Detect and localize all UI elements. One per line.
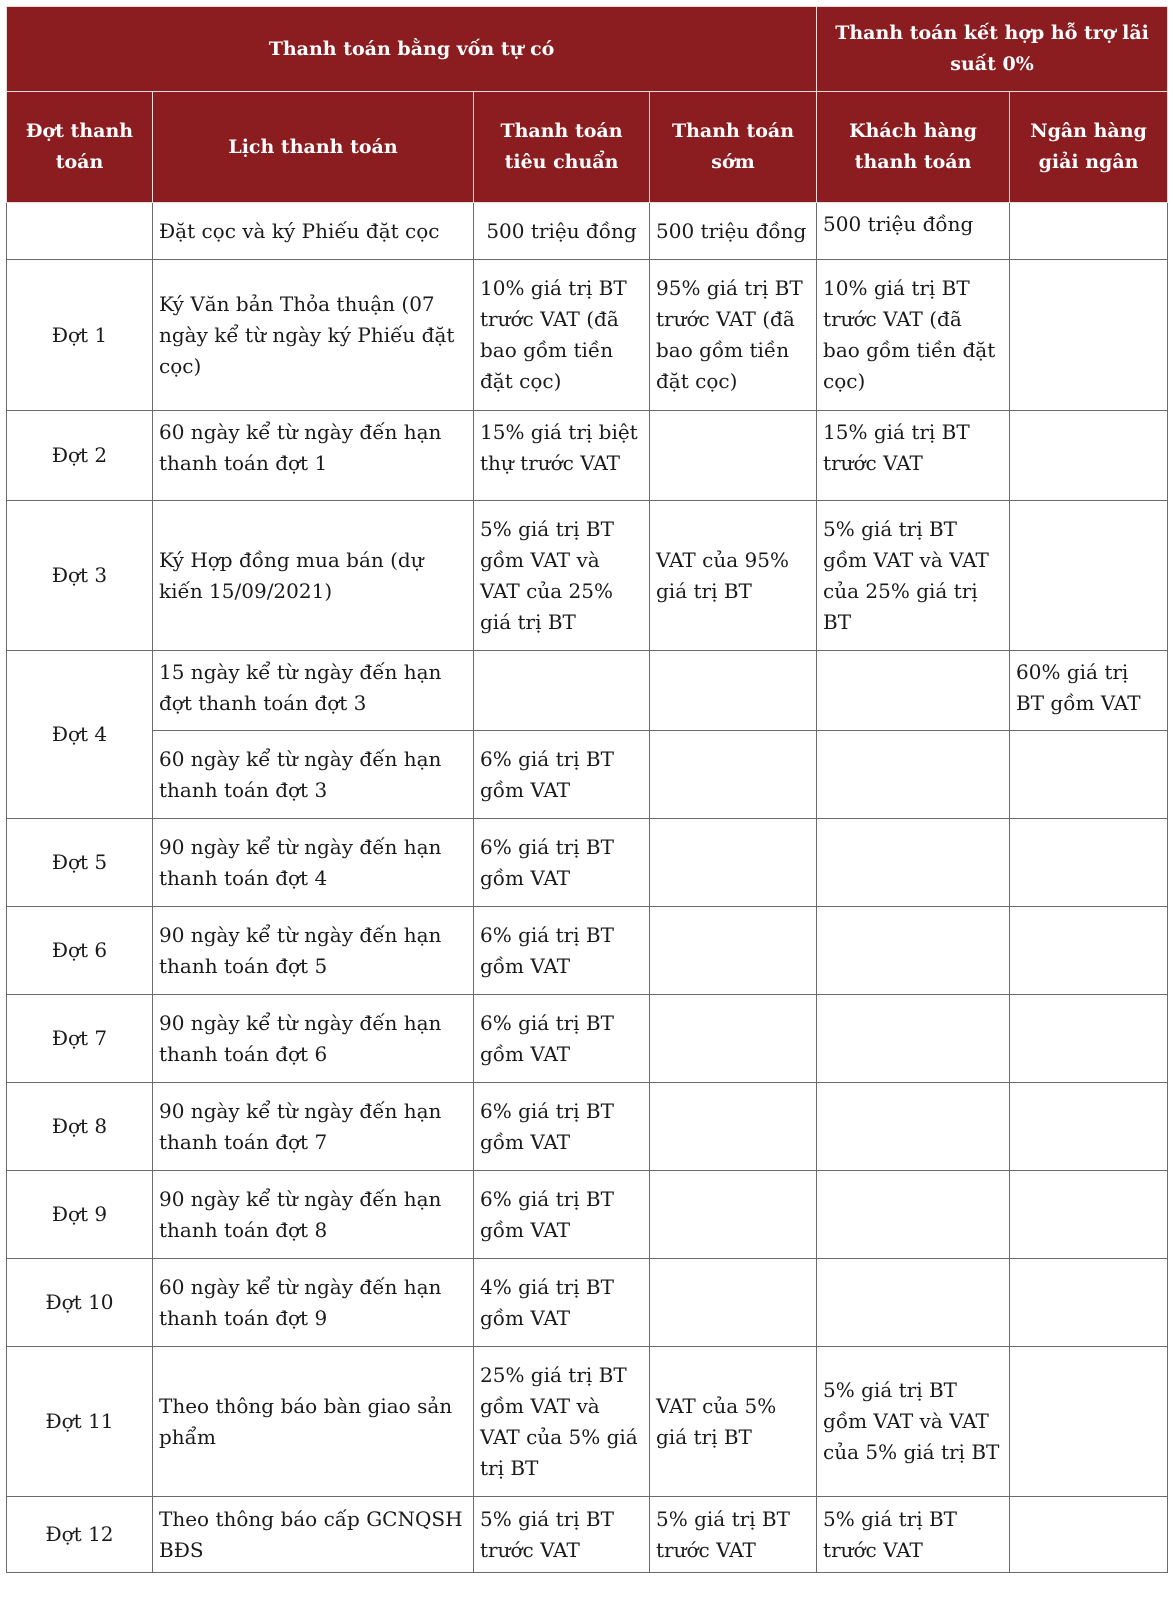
header-bank: Ngân hàng giải ngân <box>1010 92 1168 203</box>
header-schedule: Lịch thanh toán <box>153 92 474 203</box>
cell-period: Đợt 6 <box>7 907 153 995</box>
cell-standard: 6% giá trị BT gồm VAT <box>474 1083 650 1171</box>
cell-period: Đợt 3 <box>7 501 153 651</box>
cell-customer <box>817 1259 1010 1347</box>
cell-period: Đợt 4 <box>7 651 153 819</box>
cell-early: 5% giá trị BT trước VAT <box>650 1497 817 1573</box>
table-row <box>7 1171 1168 1259</box>
cell-early <box>650 651 817 731</box>
cell-standard: 6% giá trị BT gồm VAT <box>474 731 650 819</box>
cell-schedule: Ký Hợp đồng mua bán (dự kiến 15/09/2021) <box>153 501 474 651</box>
cell-period: Đợt 11 <box>7 1347 153 1497</box>
cell-early: VAT của 95% giá trị BT <box>650 501 817 651</box>
header-standard: Thanh toán tiêu chuẩn <box>474 92 650 203</box>
payment-schedule-table <box>6 6 1168 1573</box>
cell-customer <box>817 651 1010 731</box>
cell-standard: 10% giá trị BT trước VAT (đã bao gồm tiền đặt cọc) <box>474 260 650 411</box>
cell-standard: 15% giá trị biệt thự trước VAT <box>474 411 650 501</box>
cell-period: Đợt 10 <box>7 1259 153 1347</box>
cell-bank <box>1010 1259 1168 1347</box>
cell-schedule: Theo thông báo cấp GCNQSH BĐS <box>153 1497 474 1573</box>
cell-customer: 15% giá trị BT trước VAT <box>817 411 1010 501</box>
cell-schedule: Đặt cọc và ký Phiếu đặt cọc <box>153 203 474 260</box>
cell-customer: 5% giá trị BT trước VAT <box>817 1497 1010 1573</box>
cell-bank <box>1010 1347 1168 1497</box>
cell-bank <box>1010 1083 1168 1171</box>
cell-bank <box>1010 995 1168 1083</box>
cell-schedule: 90 ngày kể từ ngày đến hạn thanh toán đợt 4 <box>153 819 474 907</box>
payment-schedule <box>6 6 1167 1573</box>
table-row <box>7 819 1168 907</box>
cell-bank <box>1010 501 1168 651</box>
cell-bank: 60% giá trị BT gồm VAT <box>1010 651 1168 731</box>
cell-standard: 5% giá trị BT trước VAT <box>474 1497 650 1573</box>
table-row <box>7 1259 1168 1347</box>
cell-customer <box>817 1083 1010 1171</box>
cell-bank <box>1010 731 1168 819</box>
cell-period: Đợt 2 <box>7 411 153 501</box>
header-combined-support: Thanh toán kết hợp hỗ trợ lãi suất 0% <box>817 7 1168 92</box>
cell-schedule: 90 ngày kể từ ngày đến hạn thanh toán đợt 8 <box>153 1171 474 1259</box>
cell-standard: 4% giá trị BT gồm VAT <box>474 1259 650 1347</box>
cell-standard: 6% giá trị BT gồm VAT <box>474 1171 650 1259</box>
cell-customer <box>817 819 1010 907</box>
cell-standard: 6% giá trị BT gồm VAT <box>474 995 650 1083</box>
cell-standard <box>474 651 650 731</box>
table-row <box>7 1083 1168 1171</box>
cell-standard: 25% giá trị BT gồm VAT và VAT của 5% giá trị BT <box>474 1347 650 1497</box>
cell-period: Đợt 5 <box>7 819 153 907</box>
cell-customer: 500 triệu đồng <box>817 203 1010 260</box>
cell-standard: 5% giá trị BT gồm VAT và VAT của 25% giá trị BT <box>474 501 650 651</box>
table-row <box>7 731 1168 819</box>
cell-bank <box>1010 260 1168 411</box>
cell-period: Đợt 8 <box>7 1083 153 1171</box>
cell-period: Đợt 12 <box>7 1497 153 1573</box>
cell-early <box>650 1083 817 1171</box>
cell-standard: 6% giá trị BT gồm VAT <box>474 907 650 995</box>
cell-period: Đợt 9 <box>7 1171 153 1259</box>
table-row <box>7 501 1168 651</box>
cell-schedule: 60 ngày kể từ ngày đến hạn thanh toán đợt 1 <box>153 411 474 501</box>
table-row <box>7 203 1168 260</box>
cell-early <box>650 411 817 501</box>
cell-customer: 5% giá trị BT gồm VAT và VAT của 25% giá trị BT <box>817 501 1010 651</box>
header-customer: Khách hàng thanh toán <box>817 92 1010 203</box>
header-period: Đợt thanh toán <box>7 92 153 203</box>
cell-early: 95% giá trị BT trước VAT (đã bao gồm tiền đặt cọc) <box>650 260 817 411</box>
cell-customer <box>817 907 1010 995</box>
cell-early <box>650 819 817 907</box>
table-row <box>7 995 1168 1083</box>
cell-period <box>7 203 153 260</box>
table-header <box>7 7 1168 203</box>
table-body <box>7 203 1168 1573</box>
table-row <box>7 1347 1168 1497</box>
cell-schedule: 90 ngày kể từ ngày đến hạn thanh toán đợt 5 <box>153 907 474 995</box>
table-row <box>7 411 1168 501</box>
table-row <box>7 260 1168 411</box>
cell-bank <box>1010 1497 1168 1573</box>
cell-schedule: 60 ngày kể từ ngày đến hạn thanh toán đợt 3 <box>153 731 474 819</box>
cell-schedule: 15 ngày kể từ ngày đến hạn đợt thanh toán đợt 3 <box>153 651 474 731</box>
cell-bank <box>1010 907 1168 995</box>
table-row <box>7 1497 1168 1573</box>
cell-early <box>650 907 817 995</box>
table-row <box>7 651 1168 731</box>
cell-customer: 5% giá trị BT gồm VAT và VAT của 5% giá trị BT <box>817 1347 1010 1497</box>
cell-schedule: 60 ngày kể từ ngày đến hạn thanh toán đợt 9 <box>153 1259 474 1347</box>
cell-early: VAT của 5% giá trị BT <box>650 1347 817 1497</box>
cell-customer <box>817 731 1010 819</box>
cell-early <box>650 1171 817 1259</box>
cell-early <box>650 1259 817 1347</box>
cell-period: Đợt 1 <box>7 260 153 411</box>
cell-early <box>650 731 817 819</box>
header-own-capital: Thanh toán bằng vốn tự có <box>7 7 817 92</box>
cell-customer <box>817 1171 1010 1259</box>
cell-bank <box>1010 411 1168 501</box>
cell-standard: 500 triệu đồng <box>474 203 650 260</box>
cell-period: Đợt 7 <box>7 995 153 1083</box>
stamp-fragment <box>1155 566 1161 587</box>
cell-customer <box>817 995 1010 1083</box>
cell-early: 500 triệu đồng <box>650 203 817 260</box>
table-row <box>7 907 1168 995</box>
cell-schedule: Ký Văn bản Thỏa thuận (07 ngày kể từ ngày ký Phiếu đặt cọc) <box>153 260 474 411</box>
header-early: Thanh toán sớm <box>650 92 817 203</box>
cell-schedule: 90 ngày kể từ ngày đến hạn thanh toán đợt 7 <box>153 1083 474 1171</box>
cell-bank <box>1010 1171 1168 1259</box>
cell-standard: 6% giá trị BT gồm VAT <box>474 819 650 907</box>
cell-bank <box>1010 819 1168 907</box>
cell-bank <box>1010 203 1168 260</box>
cell-schedule: Theo thông báo bàn giao sản phẩm <box>153 1347 474 1497</box>
cell-early <box>650 995 817 1083</box>
cell-schedule: 90 ngày kể từ ngày đến hạn thanh toán đợt 6 <box>153 995 474 1083</box>
cell-customer: 10% giá trị BT trước VAT (đã bao gồm tiền đặt cọc) <box>817 260 1010 411</box>
